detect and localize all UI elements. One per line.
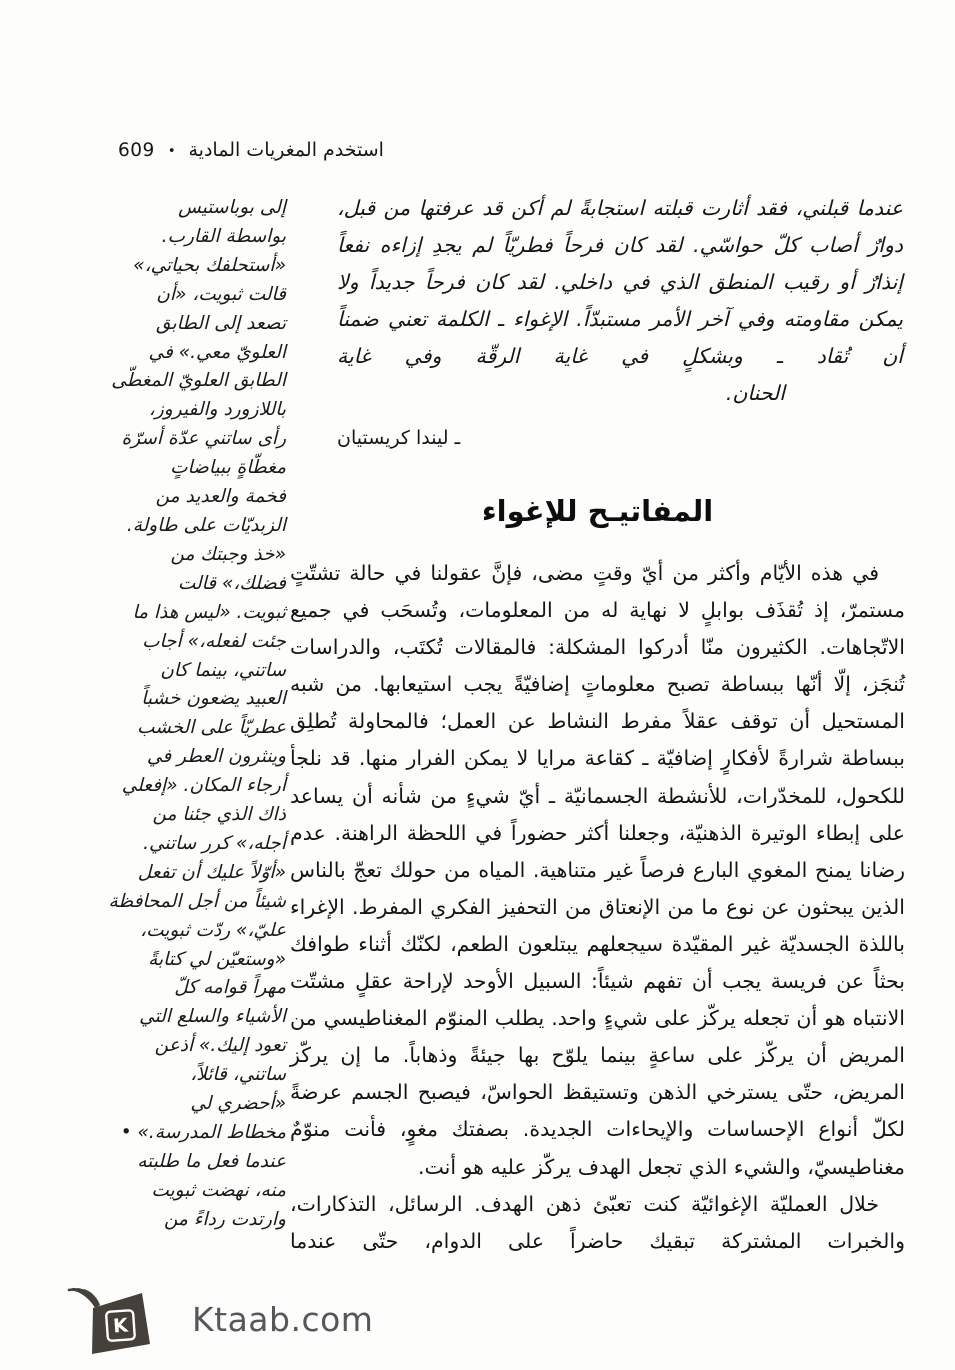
margin-note-line: «وستعيّن لي كتابةً xyxy=(148,948,286,970)
margin-note-line: العلويّ معي.» في xyxy=(148,341,286,363)
margin-note-line: «أوّلاً عليك أن تفعل xyxy=(137,861,286,883)
margin-note-line: فضلك،» قالت xyxy=(177,572,286,594)
book-logo-icon xyxy=(66,1280,178,1358)
margin-note-line: الزبديّات على طاولة. xyxy=(126,514,286,536)
margin-note-line: باللازورد والفيروز، xyxy=(148,399,286,421)
running-header xyxy=(118,139,384,161)
margin-note-line: شيئاً من أجل المحافظة xyxy=(108,890,286,912)
body-paragraph: خلال العمليّة الإغوائيّة كنت تعبّئ ذهن الهدف. الرسائل، التذكارات، والخبرات المشتركة تبقيك حاضراً على الدوام، حتّى عندما xyxy=(290,1191,905,1253)
margin-note-line: ساتني، بينما كان xyxy=(160,659,286,681)
margin-note-line: مغطّاةٍ ببياضاتٍ xyxy=(170,457,286,479)
margin-note-line: ساتني، قائلاً، xyxy=(190,1064,286,1086)
margin-note-line: العبيد يضعون خشباً xyxy=(141,688,286,710)
margin-note-line: إلى بوباستيس xyxy=(178,197,286,218)
margin-note-line: «أستحلفك بحياتي،» xyxy=(133,254,286,276)
page-number: 609 xyxy=(118,139,155,161)
margin-note-line: منه، نهضت ثبويت xyxy=(151,1179,286,1201)
chapter-title: استخدم المغريات المادية xyxy=(188,139,384,161)
body-paragraph: في هذه الأيّام وأكثر من أيّ وقتٍ مضى، فإنَّ عقولنا في حالة تشتّتٍ مستمرّ، إذ تُقذَف بوابلٍ لا نهاية له من المعلومات، وتُسحَب في جميع الاتّجاهات. الكثيرون منّا أدركوا المشكلة: فالمقالات تُكتَب، والدراسات تُنجَز، إلّا أنّها ببساطة تصبح معلوماتٍ إضافيّةً يجب استيعابها. من شبه المستحيل أن توقف عقلاً مفرط النشاط عن العمل؛ فالمحاولة تُطلِق ببساطة شرارةً لأفكارٍ إضافيّة ـ كقاعة مرايا لا يمكن الفرار منها. قد نلجأ للكحول، للمخدّرات، للأنشطة الجسمانيّة ـ أيّ شيءٍ من شأنه أن يساعد على إبطاء الوتيرة الذهنيّة، وجعلنا أكثر حضوراً في اللحظة الراهنة. عدم رضانا يمنح المغوي البارع فرصاً غير متناهية. المياه من حولك تعجّ بالناس الذين يبحثون عن نوع ما من الإنعتاق من التحفيز الفكري المفرط. الإغراء باللذة الجسديّة غير المقيّدة سيجعلهم يبتلعون الطعم، لكنّك أثناء طوافك بحثاً عن فريسة يجب أن تفهم شيئاً: السبيل الأوحد لإراحة عقلٍ مشتّت الانتباه هو أن تجعله يركّز على شيءٍ واحد. يطلب المنوّم المغناطيسي من المريض أن يركّز على ساعةٍ بينما يلوّح بها جيئةً وذهاباً. ما إن يركّز المريض، حتّى يسترخي الذهن وتستيقظ الحواسّ، فيصبح الجسم عرضةً لكلّ أنواع الإحساسات والإيحاءات الجديدة. بصفتك مغوٍ، فأنت منوّمٌ مغناطيسيّ، والشيء الذي تجعل الهدف يركّز عليه هو أنت. xyxy=(290,561,905,1179)
epigraph-attribution: ـ ليندا كريستيان xyxy=(337,427,461,449)
margin-note-line: وارتدت رداءً من xyxy=(163,1208,286,1230)
epigraph-text: عندما قبلني، فقد أثارت قبلته استجابةً لم أكن قد عرفتها من قبل، دوارٌ أصاب كلّ حواسّي. لقد كان فرحاً فطريّاً لم يجدِ إزاءه نفعاً إنذارٌ أو رقيب المنطق الذي في داخلي. لقد كان فرحاً جديداً ولا يمكن مقاومته وفي آخر الأمر مستبدّاً. الإغواء ـ الكلمة تعني ضمناً أن تُقاد ـ وبشكلٍ في غاية الرقّة وفي غاية xyxy=(337,196,903,368)
margin-note-line: وينثرون العطر في xyxy=(146,746,286,768)
margin-note-line: فخمة والعديد من xyxy=(155,486,286,508)
margin-note-line: جئت لفعله،» أجاب xyxy=(142,630,286,652)
margin-note-line: ثبويت. «ليس هذا ما xyxy=(132,601,286,623)
epigraph-quote xyxy=(337,190,903,412)
main-text-column xyxy=(290,555,905,1260)
margin-note-column xyxy=(86,194,286,1235)
logo-text: Ktaab.com xyxy=(192,1299,374,1339)
margin-note-line: رأى ساتني عدّة أسرّة xyxy=(121,428,286,450)
publisher-watermark xyxy=(66,1280,373,1358)
logo-letter: K xyxy=(112,1314,129,1338)
margin-note-line: «أحضري لي xyxy=(190,1093,286,1115)
margin-note-line: مخطاط المدرسة.» • xyxy=(120,1122,286,1143)
margin-note-line: الطابق العلويّ المغطّى xyxy=(111,370,286,392)
margin-note-line: عطريّاً على الخشب xyxy=(137,717,286,739)
margin-note-line: عليّ،» ردّت ثبويت، xyxy=(140,919,286,941)
margin-note-line: عندما فعل ما طلبته xyxy=(137,1150,286,1172)
margin-note-line: أرجاء المكان. «إفعلي xyxy=(121,775,286,797)
margin-note-line: قالت ثبويت، «أن xyxy=(156,283,286,305)
margin-note-line: «خذ وجبتك من xyxy=(170,543,286,565)
epigraph-last-line: الحنان. xyxy=(725,381,785,405)
margin-note-line: مهراً قوامه كلّ xyxy=(174,977,286,999)
separator-dot-icon: • xyxy=(167,143,176,159)
margin-note-line: تعود إليك.» أذعن xyxy=(154,1035,286,1057)
section-heading: المفاتيـح للإغواء xyxy=(481,494,714,528)
margin-note-line: تصعد إلى الطابق xyxy=(156,312,286,334)
margin-note-line: الأشياء والسلع التي xyxy=(139,1006,286,1028)
margin-note-line: أجله،» كرر ساتني. xyxy=(143,832,286,854)
margin-note-line: بواسطة القارب. xyxy=(161,225,286,247)
margin-note-line: ذاك الذي جئنا من xyxy=(152,804,286,826)
